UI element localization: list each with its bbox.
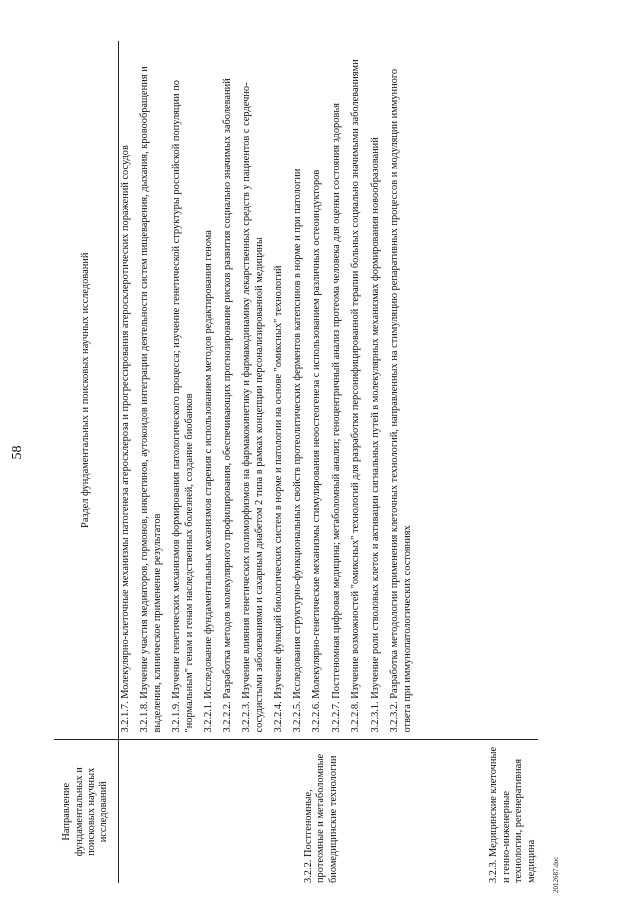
list-item: 3.2.2.1. Исследование фундаментальных механизмов старения с использованием методов редактирования генома — [203, 230, 215, 733]
list-item — [419, 41, 420, 740]
direction-3-2-2: 3.2.2. Постгеномные, протеомные и метаболомные биомедицинские технологии — [303, 753, 339, 883]
section-column — [119, 41, 539, 740]
direction-3-2-3: 3.2.3. Медицинские клеточные и генно-инженерные технологии, регенеративная медицина — [488, 746, 537, 883]
list-item: 3.2.2.5. Исследования структурно-функциональных свойств протеолитических ферментов катепсинов в норме и при патологии — [291, 168, 303, 733]
list-item: 3.2.3.2. Разработка методологии применения клеточных технологий, направленных на стимуляцию репаративных процессов и модуляции иммунного ответа при иммунопатологических состояниях — [389, 68, 413, 733]
list-item: 3.2.1.8. Изучение участия медиаторов, гормонов, инкретинов, аутокоидов интеграции деятельности систем пищеварения, дыхания, кровообращения и выделения, клиническое применение результатов — [139, 66, 163, 733]
list-item: 3.2.1.7. Молекулярно-клеточные механизмы патогенеза атеросклероза и прогрессирования атеросклеротических поражений сосудов — [120, 145, 131, 733]
list-item: 3.2.2.8. Изучение возможностей "омиксных" технологий для разработки персонифицированной терапии больных социально значимыми заболеваниями — [350, 59, 362, 733]
table-header-row — [54, 41, 119, 883]
table-row — [119, 41, 539, 883]
direction-column — [119, 740, 539, 883]
list-item: 3.2.2.3. Изучение влияния генетических полиморфизмов на фармакокинетику и фармакодинамику лекарственных средств у пациентов с сердечно-сосудистыми заболеваниями и сахарным диабетом 2 типа в рамках концепции персонализированной медицины — [241, 82, 265, 733]
list-item: 3.2.2.2. Разработка методов молекулярного профилирования, обеспечивающих прогнозирование рисков развития социально значимых заболеваний — [221, 78, 233, 733]
list-item: 3.2.2.4. Изучение функций биологических систем в норме и патологии на основе "омиксных" технологий — [273, 265, 285, 733]
list-item: 3.2.2.7. Постгеномная цифровая медицина; метаболомный анализ; геноцентричный анализ протеома человека для оценки состояния здоровья — [330, 103, 342, 733]
list-item: 3.2.1.9. Изучение генетических механизмов формирования патологического процесса; изучение генетической структуры российской популяции по "нормальным" генам и генам наследственных болезней, создание биобанков — [171, 80, 195, 733]
header-direction: Направление фундаментальных и поисковых научных исследований — [54, 740, 119, 883]
research-table — [54, 41, 538, 883]
list-item: 3.2.3.1. Изучение роли стволовых клеток и активации сигнальных путей в молекулярных механизмах формирования новообразований — [369, 137, 381, 733]
page-number: 58 — [10, 445, 25, 460]
header-section: Раздел фундаментальных и поисковых научных исследований — [54, 41, 119, 740]
list-item: 3.2.2.6. Молекулярно-генетические механизмы стимулирования неоостеогенеза с использованием различных остеоиндукторов — [311, 169, 323, 733]
file-name-footer: 2012687.doc — [552, 856, 560, 893]
